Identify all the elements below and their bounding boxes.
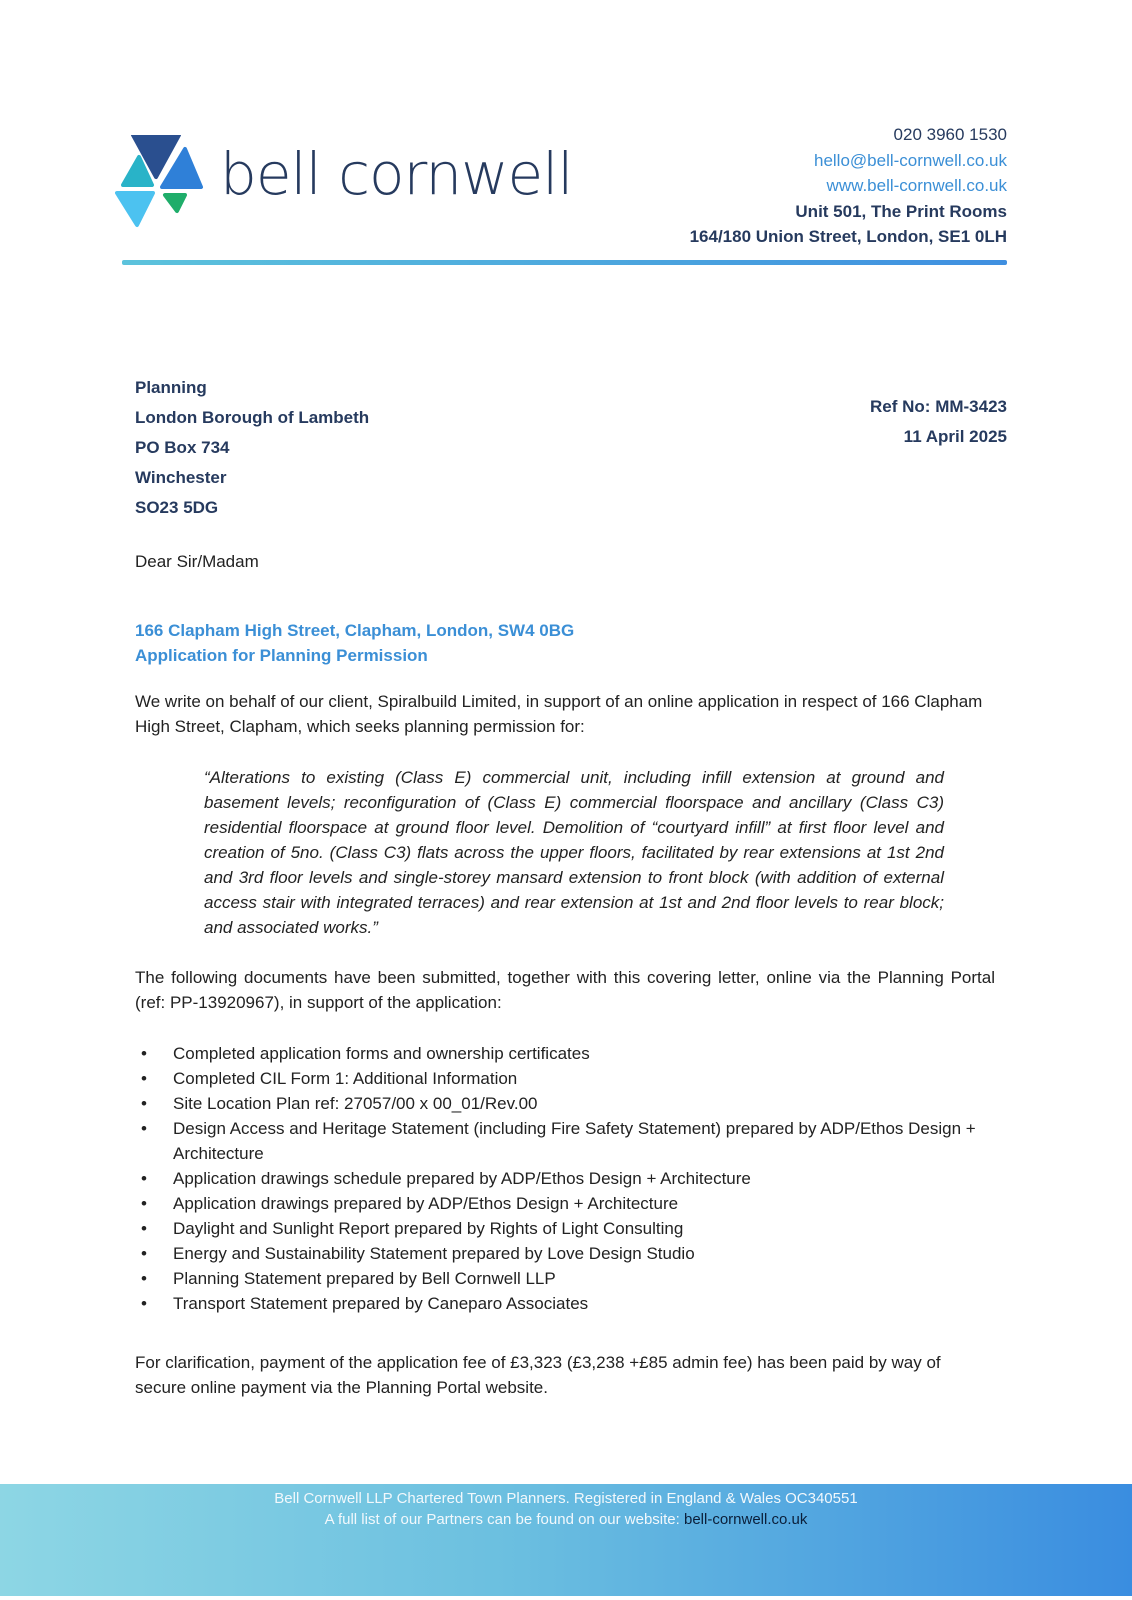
- letter-date: 11 April 2025: [903, 427, 1007, 446]
- recipient-line: SO23 5DG: [135, 498, 219, 517]
- bell-cornwell-logo-icon: [115, 135, 207, 230]
- list-item: • Design Access and Heritage Statement (including Fire Safety Statement) prepared by ADP/Ethos Design + Architecture: [135, 1116, 995, 1166]
- reference-block: [870, 392, 1007, 452]
- brand-name: bell cornwell: [220, 140, 573, 208]
- recipient-line: London Borough of Lambeth: [135, 408, 370, 427]
- proposal-description-quote: “Alterations to existing (Class E) commercial unit, including infill extension at ground and basement levels; reconfiguration of (Class E) commercial floorspace and ancillary (Class C3) residential floorspace at ground floor level. Demolition of “courtyard infill” at first floor level and creation of 5no. (Class C3) flats across the upper floors, facilitated by rear extensions at 1st 2nd and 3rd floor levels and single-storey mansard extension to front block (with addition of external access stair with integrated terraces) and rear extension at 1st and 2nd floor levels to rear block; and associated works.”: [204, 768, 944, 937]
- contact-block: [690, 122, 1007, 250]
- subject-address: 166 Clapham High Street, Clapham, London, SW4 0BG: [135, 621, 575, 640]
- address-line-1: Unit 501, The Print Rooms: [795, 201, 1007, 221]
- recipient-address: [135, 373, 369, 523]
- website-link[interactable]: www.bell-cornwell.co.uk: [826, 176, 1007, 195]
- footer-partners-text: A full list of our Partners can be found on our website:: [324, 1511, 684, 1528]
- phone: 020 3960 1530: [893, 125, 1007, 144]
- list-item: • Transport Statement prepared by Caneparo Associates: [135, 1291, 995, 1316]
- fee-paragraph: For clarification, payment of the application fee of £3,323 (£3,238 +£85 admin fee) has been paid by way of secure online payment via the Planning Portal website.: [135, 1353, 941, 1397]
- reference-number: Ref No: MM-3423: [870, 397, 1007, 416]
- list-item: • Completed CIL Form 1: Additional Information: [135, 1066, 995, 1091]
- list-item: • Daylight and Sunlight Report prepared by Rights of Light Consulting: [135, 1216, 995, 1241]
- footer-registration: Bell Cornwell LLP Chartered Town Planners. Registered in England & Wales OC340551: [274, 1490, 858, 1507]
- footer-website-link[interactable]: bell-cornwell.co.uk: [683, 1511, 808, 1528]
- list-item: • Energy and Sustainability Statement prepared by Love Design Studio: [135, 1241, 995, 1266]
- documents-list: [135, 1041, 995, 1316]
- header-divider: [122, 260, 1007, 265]
- list-item: • Application drawings prepared by ADP/Ethos Design + Architecture: [135, 1191, 995, 1216]
- list-item: • Planning Statement prepared by Bell Cornwell LLP: [135, 1266, 995, 1291]
- address-line-2: 164/180 Union Street, London, SE1 0LH: [689, 227, 1007, 246]
- recipient-line: PO Box 734: [135, 438, 230, 457]
- documents-paragraph: The following documents have been submitted, together with this covering letter, online via the Planning Portal (ref: PP-13920967), in support of the application:: [135, 968, 995, 1012]
- list-item: • Completed application forms and ownership certificates: [135, 1041, 995, 1066]
- intro-paragraph: We write on behalf of our client, Spiralbuild Limited, in support of an online application in respect of 166 Clapham High Street, Clapham, which seeks planning permission for:: [135, 692, 983, 736]
- subject-title: Application for Planning Permission: [135, 646, 428, 665]
- subject: [135, 618, 574, 668]
- recipient-line: Winchester: [135, 468, 227, 487]
- salutation: Dear Sir/Madam: [135, 552, 259, 571]
- recipient-line: Planning: [135, 378, 207, 397]
- email-link[interactable]: hello@bell-cornwell.co.uk: [813, 150, 1007, 170]
- list-item: • Site Location Plan ref: 27057/00 x 00_01/Rev.00: [135, 1091, 995, 1116]
- footer-band: [0, 1484, 1132, 1596]
- list-item: • Application drawings schedule prepared by ADP/Ethos Design + Architecture: [135, 1166, 995, 1191]
